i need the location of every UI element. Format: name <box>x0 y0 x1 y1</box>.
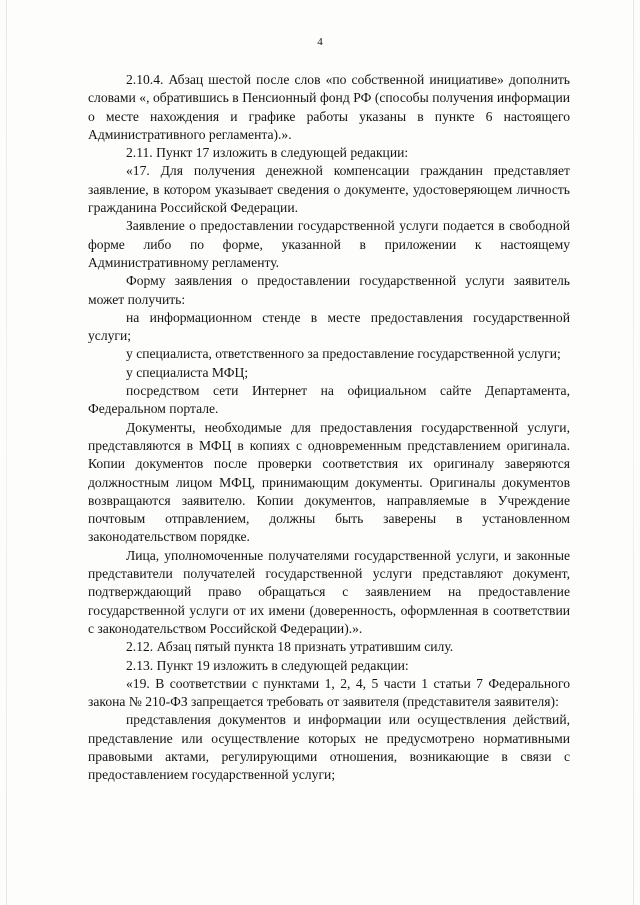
list-item-info-stand: на информационном стенде в месте предоставления государственной услуги; <box>88 309 570 344</box>
paragraph-representatives: Лица, уполномоченные получателями государственной услуги, и законные представители получателей государственной услуги представляют документ, подтверждающий право обращаться с заявлением на предоставление государственной услуги от их имени (доверенность, оформленная в соответствии с законодательством Российской Федерации).». <box>88 547 570 636</box>
paragraph-documents: Документы, необходимые для предоставления государственной услуги, представляются в МФЦ в копиях с одновременным представлением оригинала. Копии документов после проверки соответствия их оригиналу заверяются должностным лицом МФЦ, принимающим документы. Оригиналы документов возвращаются заявителю. Копии документов, направляемые в Учреждение почтовым отправлением, должны быть заверены в установленном законодательством порядке. <box>88 419 570 545</box>
document-body <box>88 71 570 785</box>
list-item-internet: посредством сети Интернет на официальном сайте Департамента, Федеральном портале. <box>88 383 570 417</box>
paragraph-2-13: 2.13. Пункт 19 изложить в следующей редакции: <box>126 657 409 673</box>
paragraph-17: «17. Для получения денежной компенсации гражданин представляет заявление, в котором указывает сведения о документе, удостоверяющем личность гражданина Российской Федерации. <box>88 163 570 216</box>
paragraph-2-10-4: 2.10.4. Абзац шестой после слов «по собственной инициативе» дополнить словами «, обратившись в Пенсионный фонд РФ (способы получения информации о месте нахождения и графике работы указаны в пункте 6 настоящего Административного регламента).». <box>88 72 570 142</box>
paragraph-2-12: 2.12. Абзац пятый пункта 18 признать утратившим силу. <box>126 639 454 655</box>
paragraph-19: «19. В соответствии с пунктами 1, 2, 4, 5 части 1 статьи 7 Федерального закона № 210-ФЗ запрещается требовать от заявителя (представителя заявителя): <box>88 675 570 710</box>
scan-edge-left <box>6 0 7 905</box>
paragraph-2-11: 2.11. Пункт 17 изложить в следующей редакции: <box>126 145 409 161</box>
page-number: 4 <box>317 36 323 48</box>
list-item-mfc-specialist: у специалиста МФЦ; <box>126 364 249 380</box>
paragraph-documents-not-required: представления документов и информации или осуществления действий, представление или осуществление которых не предусмотрено нормативными правовыми актами, регулирующими отношения, возникающие в связи с предоставлением государственной услуги; <box>88 712 570 783</box>
scan-edge-right <box>633 0 634 905</box>
paragraph-form-obtain: Форму заявления о предоставлении государственной услуги заявитель может получить: <box>88 273 570 307</box>
list-item-specialist: у специалиста, ответственного за предоставление государственной услуги; <box>126 346 561 362</box>
paragraph-application-form: Заявление о предоставлении государственной услуги подается в свободной форме либо по форме, указанной в приложении к настоящему Административному регламенту. <box>88 218 570 270</box>
